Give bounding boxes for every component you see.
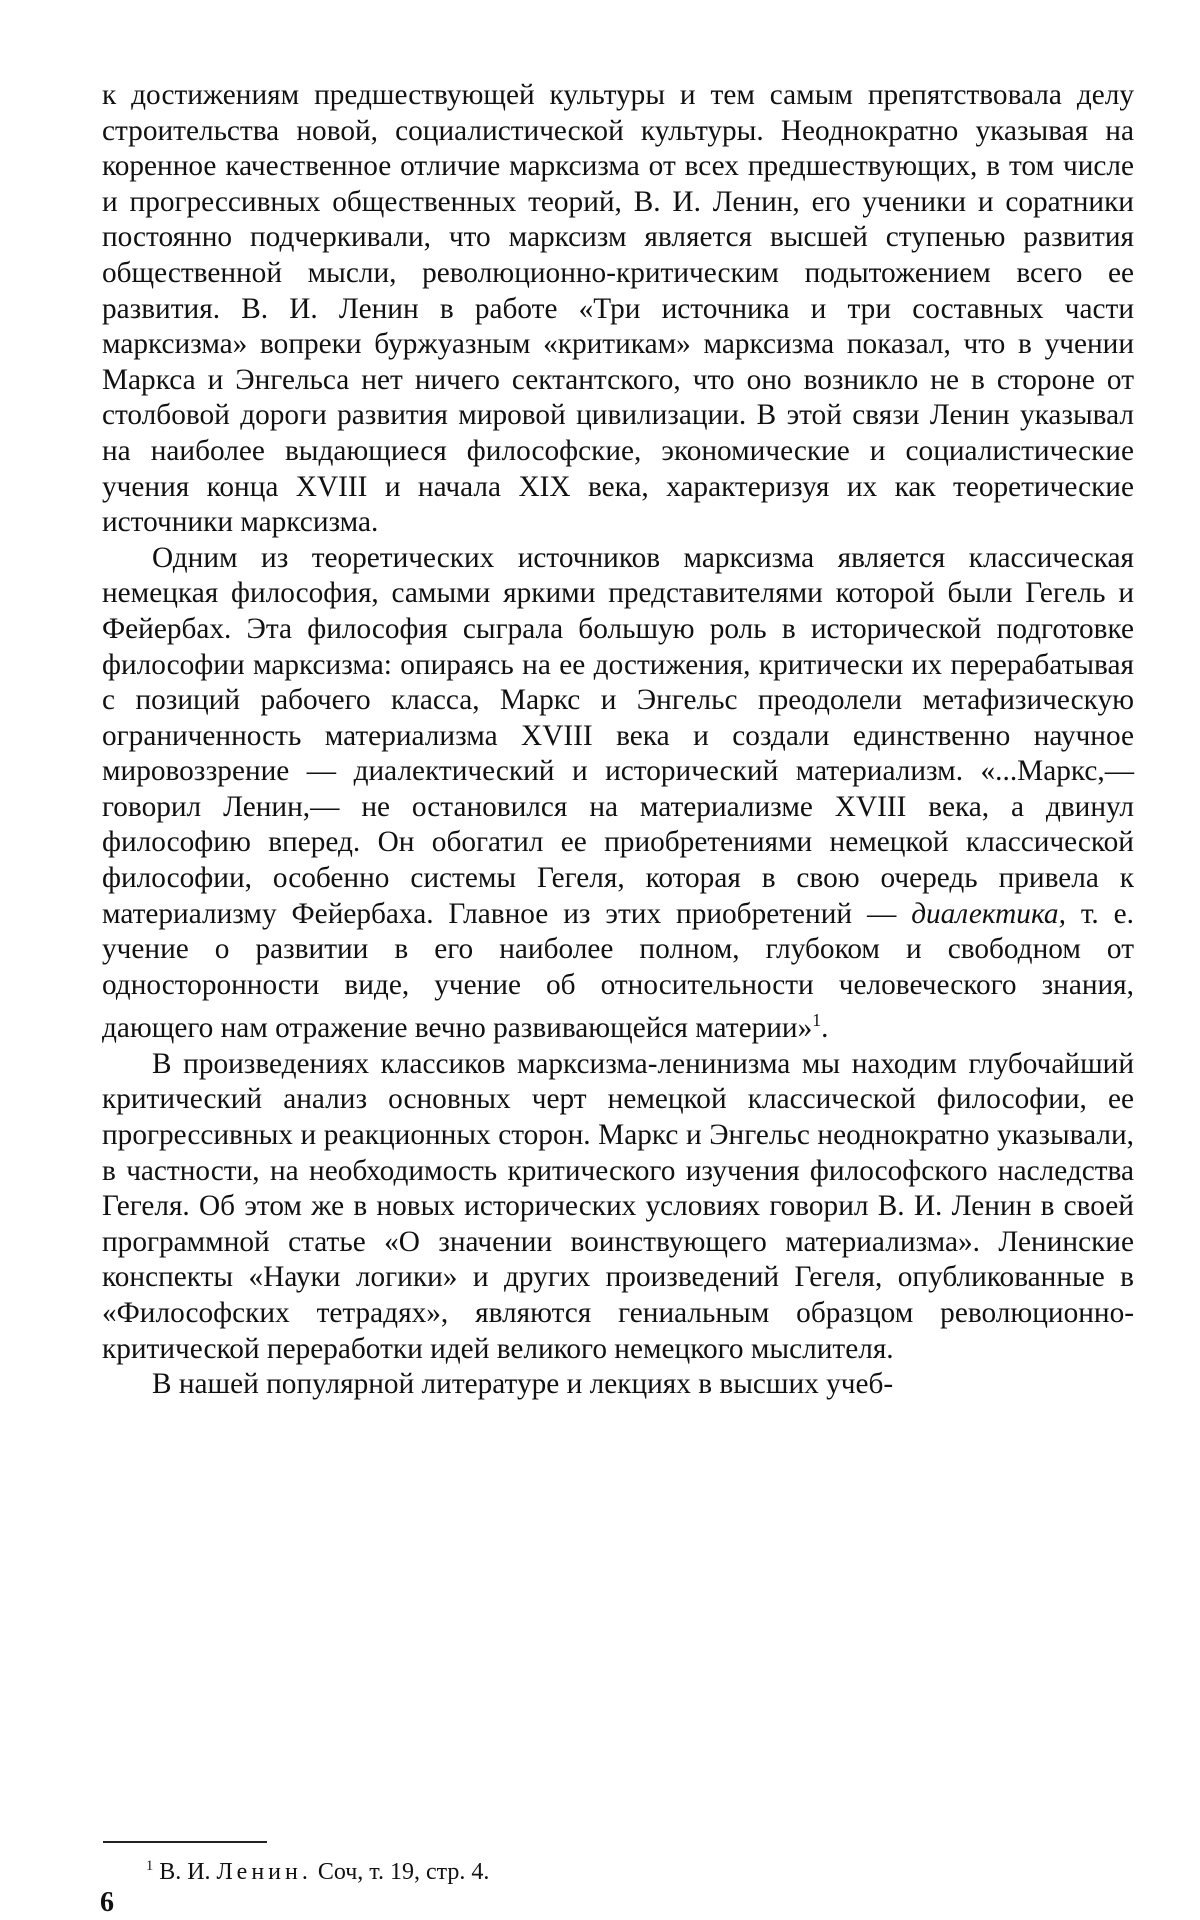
paragraph-2-text-b: т. е. учение о развитии в его наиболее полном, глубоком и свободном от односторонности виде, учение об относительности человеческого знания, дающего нам отражение вечно развивающейся материи» bbox=[102, 897, 1134, 1045]
footnote-author: Ленин. bbox=[216, 1859, 312, 1885]
page-number: 6 bbox=[100, 1887, 114, 1918]
paragraph-2-text-a: Одним из теоретических источников марксизма является классическая немецкая философия, самыми яркими представителями которой были Гегель и Фейербах. Эта философия сыграла большую роль в исторической подготовке философии марксизма: опираясь на ее достижения, критически их перерабатывая с позиций рабочего класса, Маркс и Энгельс преодолели метафизическую ограниченность материализма XVIII века и создали единственно научное мировоззрение — диалектический и исторический материализм. «...Маркс,— говорил Ленин,— не остановился на материализме XVIII века, а двинул философию вперед. Он обогатил ее приобретениями немецкой классической философии, особенно системы Гегеля, которая в свою очередь привела к материализму Фейербаха. Главное из этих приобретений — bbox=[102, 541, 1134, 930]
paragraph-1-text: к достижениям предшествующей культуры и тем самым препятствовала делу строительства новой, социалистической культуры. Неоднократно указывая на коренное качественное отличие марксизма от всех предшествующих, в том числе и прогрессивных общественных теорий, В. И. Ленин, его ученики и соратники постоянно подчеркивали, что марксизм является высшей ступенью развития общественной мысли, революционно-критическим подытожением всего ее развития. В. И. Ленин в работе «Три источника и три составных части марксизма» вопреки буржуазным «критикам» марксизма показал, что в учении Маркса и Энгельса нет ничего сектантского, что оно возникло не в стороне от столбовой дороги развития мировой цивилизации. В этой связи Ленин указывал на наиболее выдающиеся философские, экономические и социалистические учения конца XVIII и начала XIX века, характеризуя их как теоретические источники марксизма. bbox=[102, 79, 1134, 539]
footnote bbox=[146, 1852, 489, 1886]
paragraph-3-text: В произведениях классиков марксизма-ленинизма мы находим глубочайший критический анализ основных черт немецкой классической философии, ее прогрессивных и реакционных сторон. Маркс и Энгельс неоднократно указывали, в частности, на необходимость критического изучения философского наследства Гегеля. Об этом же в новых исторических условиях говорил В. И. Ленин в своей программной статье «О значении воинствующего материализма». Ленинские конспекты «Науки логики» и других произведений Гегеля, опубликованные в «Философских тетрадях», являются гениальным образцом революционно-критической переработки идей великого немецкого мыслителя. bbox=[102, 1047, 1134, 1365]
paragraph-2 bbox=[102, 541, 1134, 1047]
footnote-marker: 1 bbox=[146, 1858, 154, 1874]
footnote-reference: 1 bbox=[812, 1010, 822, 1031]
paragraph-2-emphasis: диалектика, bbox=[911, 897, 1066, 930]
paragraph-1 bbox=[102, 78, 1134, 541]
paragraph-2-text-c: . bbox=[821, 1012, 829, 1045]
paragraph-4-text: В нашей популярной литературе и лекциях в высших учеб- bbox=[152, 1368, 894, 1401]
footnote-divider bbox=[103, 1841, 267, 1843]
paragraph-4 bbox=[102, 1367, 1134, 1403]
footnote-prefix: В. И. bbox=[153, 1859, 217, 1885]
paragraph-3 bbox=[102, 1047, 1134, 1367]
footnote-source: Соч, т. 19, стр. 4. bbox=[311, 1859, 490, 1885]
body-text bbox=[102, 78, 1134, 1403]
